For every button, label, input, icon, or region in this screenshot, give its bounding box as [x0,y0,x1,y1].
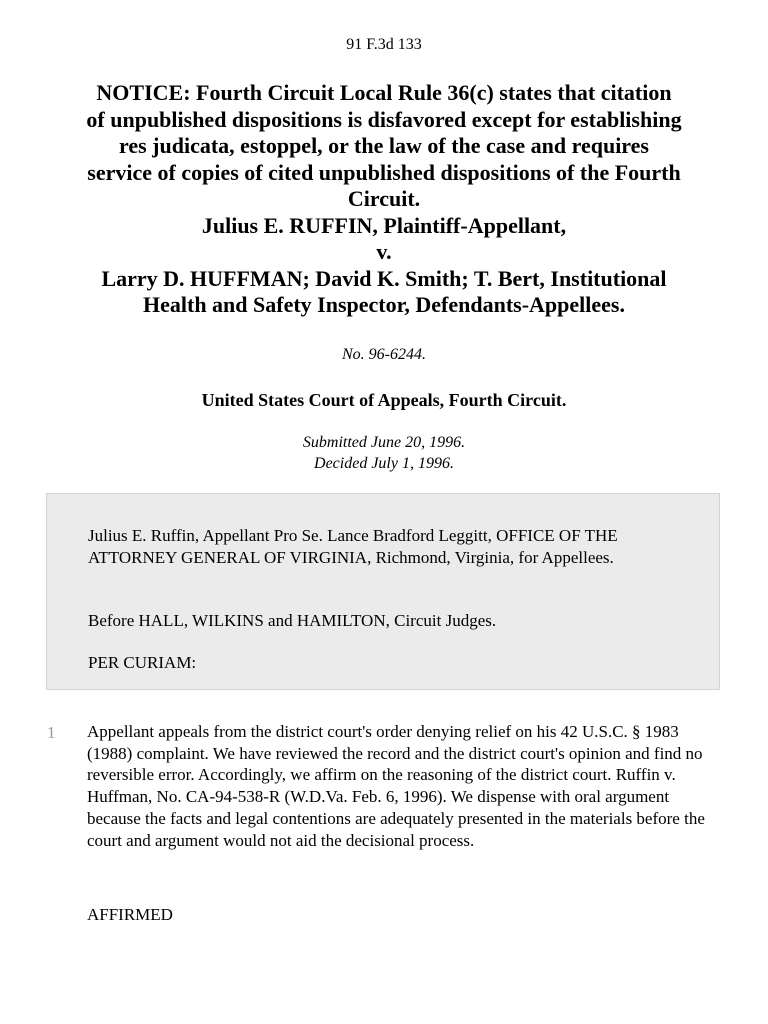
notice-line: Circuit. [347,186,421,211]
prelims-box [46,493,720,690]
case-heading [40,80,728,319]
notice-line: of unpublished dispositions is disfavored except for establishing [86,106,682,132]
versus: v. [376,239,392,264]
per-curiam-label: PER CURIAM: [88,653,197,672]
appellant-party: Julius E. RUFFIN, Plaintiff-Appellant, [201,212,567,238]
submitted-date: Submitted June 20, 1996. [302,434,466,451]
appellee-party: Health and Safety Inspector, Defendants-Appellees. [143,292,625,317]
appellee-party: Larry D. HUFFMAN; David K. Smith; T. Bert, Institutional [101,265,667,291]
opinion-paragraph: Appellant appeals from the district court's order denying relief on his 42 U.S.C. § 1983 (1988) complaint. We have reviewed the record and the district court's opinion and find no reversible error. Accordingly, we affirm on the reasoning of the district court. Ruffin v. Huffman, No. CA-94-538-R (W.D.Va. Feb. 6, 1996). We dispense with oral argument because the facts and legal contentions are adequately presented in the materials before the court and argument would not aid the decisional process. [87,722,705,850]
reporter-citation: 91 F.3d 133 [346,36,422,53]
case-dates [0,432,768,474]
paragraph-number: 1 [47,723,56,742]
docket-number: No. 96-6244. [342,346,426,363]
panel-text: Before HALL, WILKINS and HAMILTON, Circuit Judges. [88,611,497,630]
counsel-text: Julius E. Ruffin, Appellant Pro Se. Lance Bradford Leggitt, OFFICE OF THE ATTORNEY GENERAL OF VIRGINIA, Richmond, Virginia, for Appellees. [88,526,618,567]
disposition-label: AFFIRMED [87,905,173,924]
decided-date: Decided July 1, 1996. [314,455,454,472]
notice-line: res judicata, estoppel, or the law of the case and requires [118,133,649,158]
notice-line: service of copies of cited unpublished dispositions of the Fourth [87,159,681,185]
notice-line: NOTICE: Fourth Circuit Local Rule 36(c) states that citation [96,80,672,105]
court-name: United States Court of Appeals, Fourth Circuit. [201,390,567,410]
